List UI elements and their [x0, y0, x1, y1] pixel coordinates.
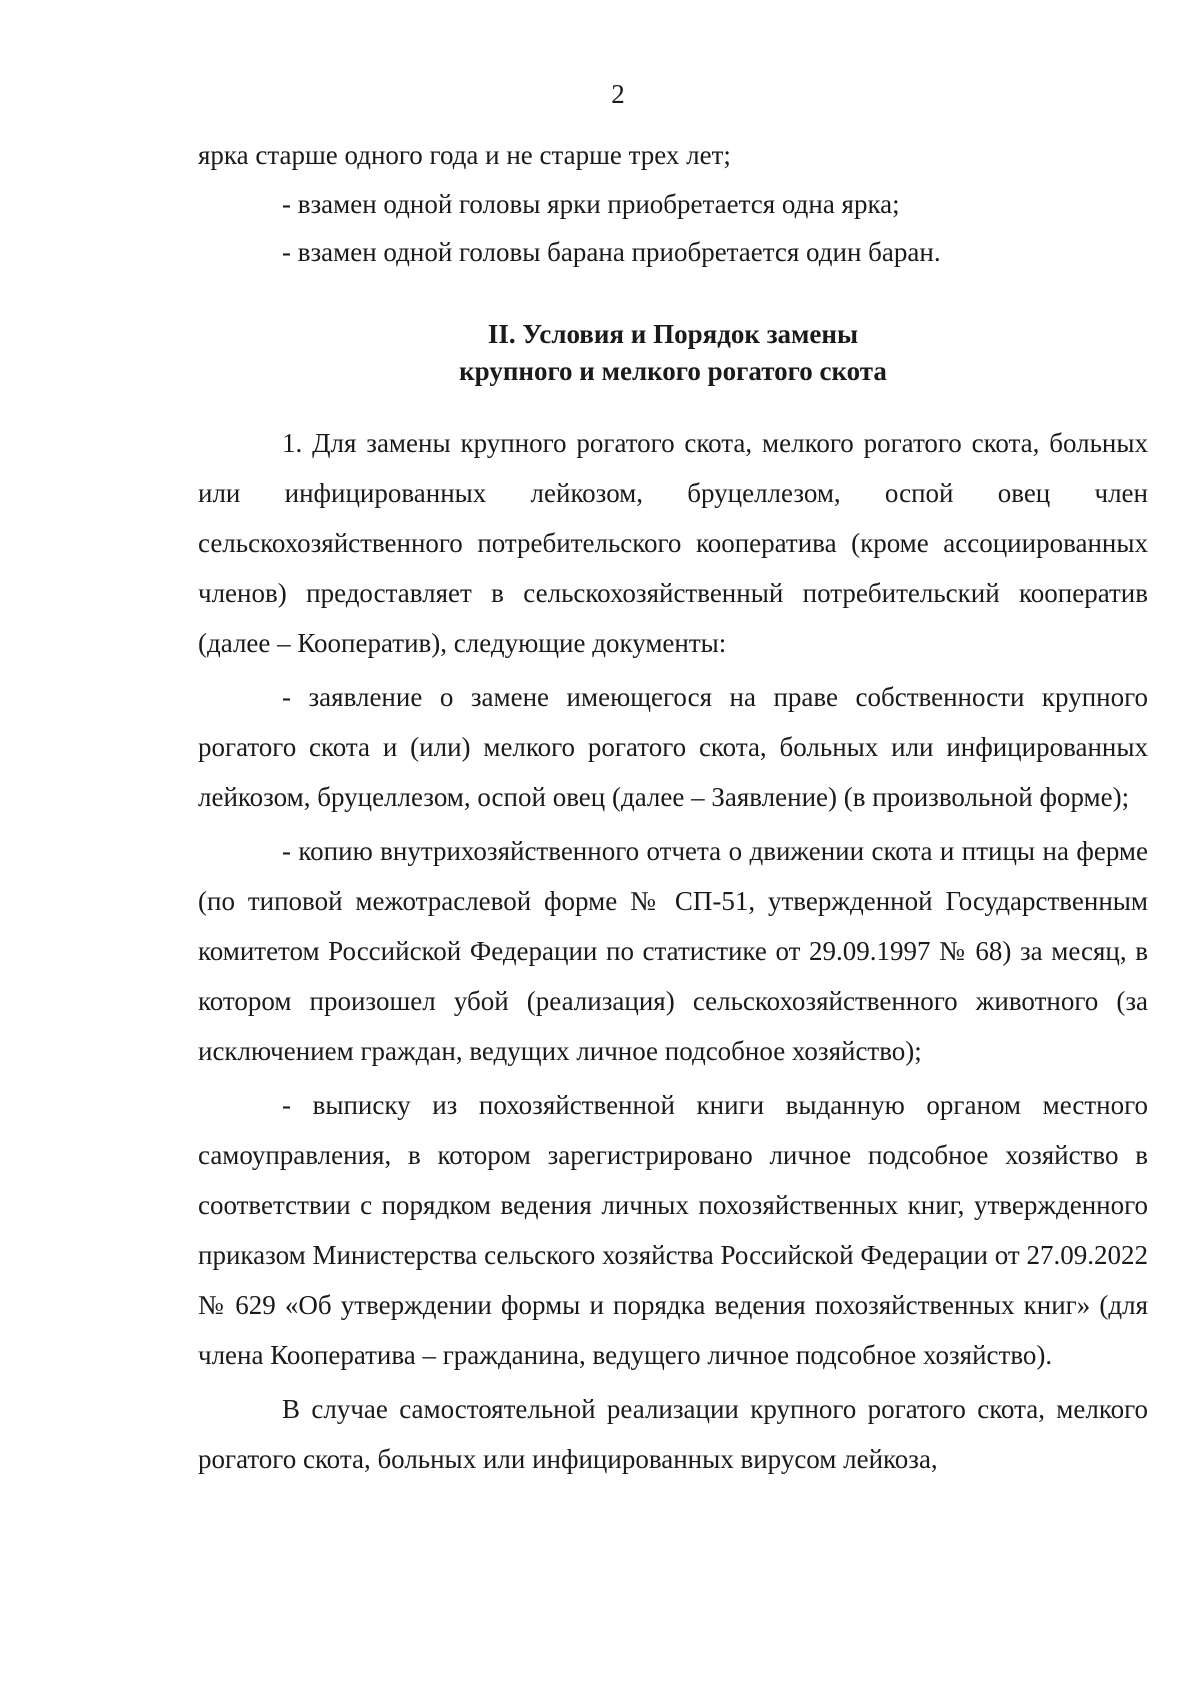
list-item-report-copy: - копию внутрихозяйственного отчета о движении скота и птицы на ферме (по типовой межотраслевой форме № СП-51, утвержденной Государственным комитетом Российской Федерации по статистике от 29.09.1997 № 68) за месяц, в котором произошел убой (реализация) сельскохозяйственного животного (за исключением граждан, ведущих личное подсобное хозяйство); — [198, 836, 1148, 1066]
page-number: 2 — [611, 79, 625, 109]
paragraph-self-sale: В случае самостоятельной реализации крупного рогатого скота, мелкого рогатого скота, больных или инфицированных вирусом лейкоза, — [198, 1394, 1148, 1474]
section-heading — [198, 316, 1148, 390]
paragraph-clause-1: 1. Для замены крупного рогатого скота, мелкого рогатого скота, больных или инфицированных лейкозом, бруцеллезом, оспой овец член сельскохозяйственного потребительского кооператива (кроме ассоциированных членов) предоставляет в сельскохозяйственный потребительский кооператив (далее – Кооператив), следующие документы: — [198, 428, 1148, 658]
list-item-ewe: - взамен одной головы ярки приобретается одна ярка; — [282, 189, 900, 219]
list-item-ram: - взамен одной головы барана приобретается один баран. — [282, 237, 941, 267]
section-heading-line-2: крупного и мелкого рогатого скота — [459, 356, 887, 386]
document-body — [198, 130, 1148, 1484]
list-item-household-extract: - выписку из похозяйственной книги выданную органом местного самоуправления, в котором зарегистрировано личное подсобное хозяйство в соответствии с порядком ведения личных похозяйственных книг, утвержденного приказом Министерства сельского хозяйства Российской Федерации от 27.09.2022 № 629 «Об утверждении формы и порядка ведения похозяйственных книг» (для члена Кооператива – гражданина, ведущего личное подсобное хозяйство). — [198, 1090, 1148, 1370]
paragraph-continuation: ярка старше одного года и не старше трех лет; — [198, 140, 731, 170]
list-item-application: - заявление о замене имеющегося на праве собственности крупного рогатого скота и (или) мелкого рогатого скота, больных или инфицированных лейкозом, бруцеллезом, оспой овец (далее – Заявление) (в произвольной форме); — [198, 682, 1148, 812]
section-heading-line-1: II. Условия и Порядок замены — [487, 319, 859, 349]
